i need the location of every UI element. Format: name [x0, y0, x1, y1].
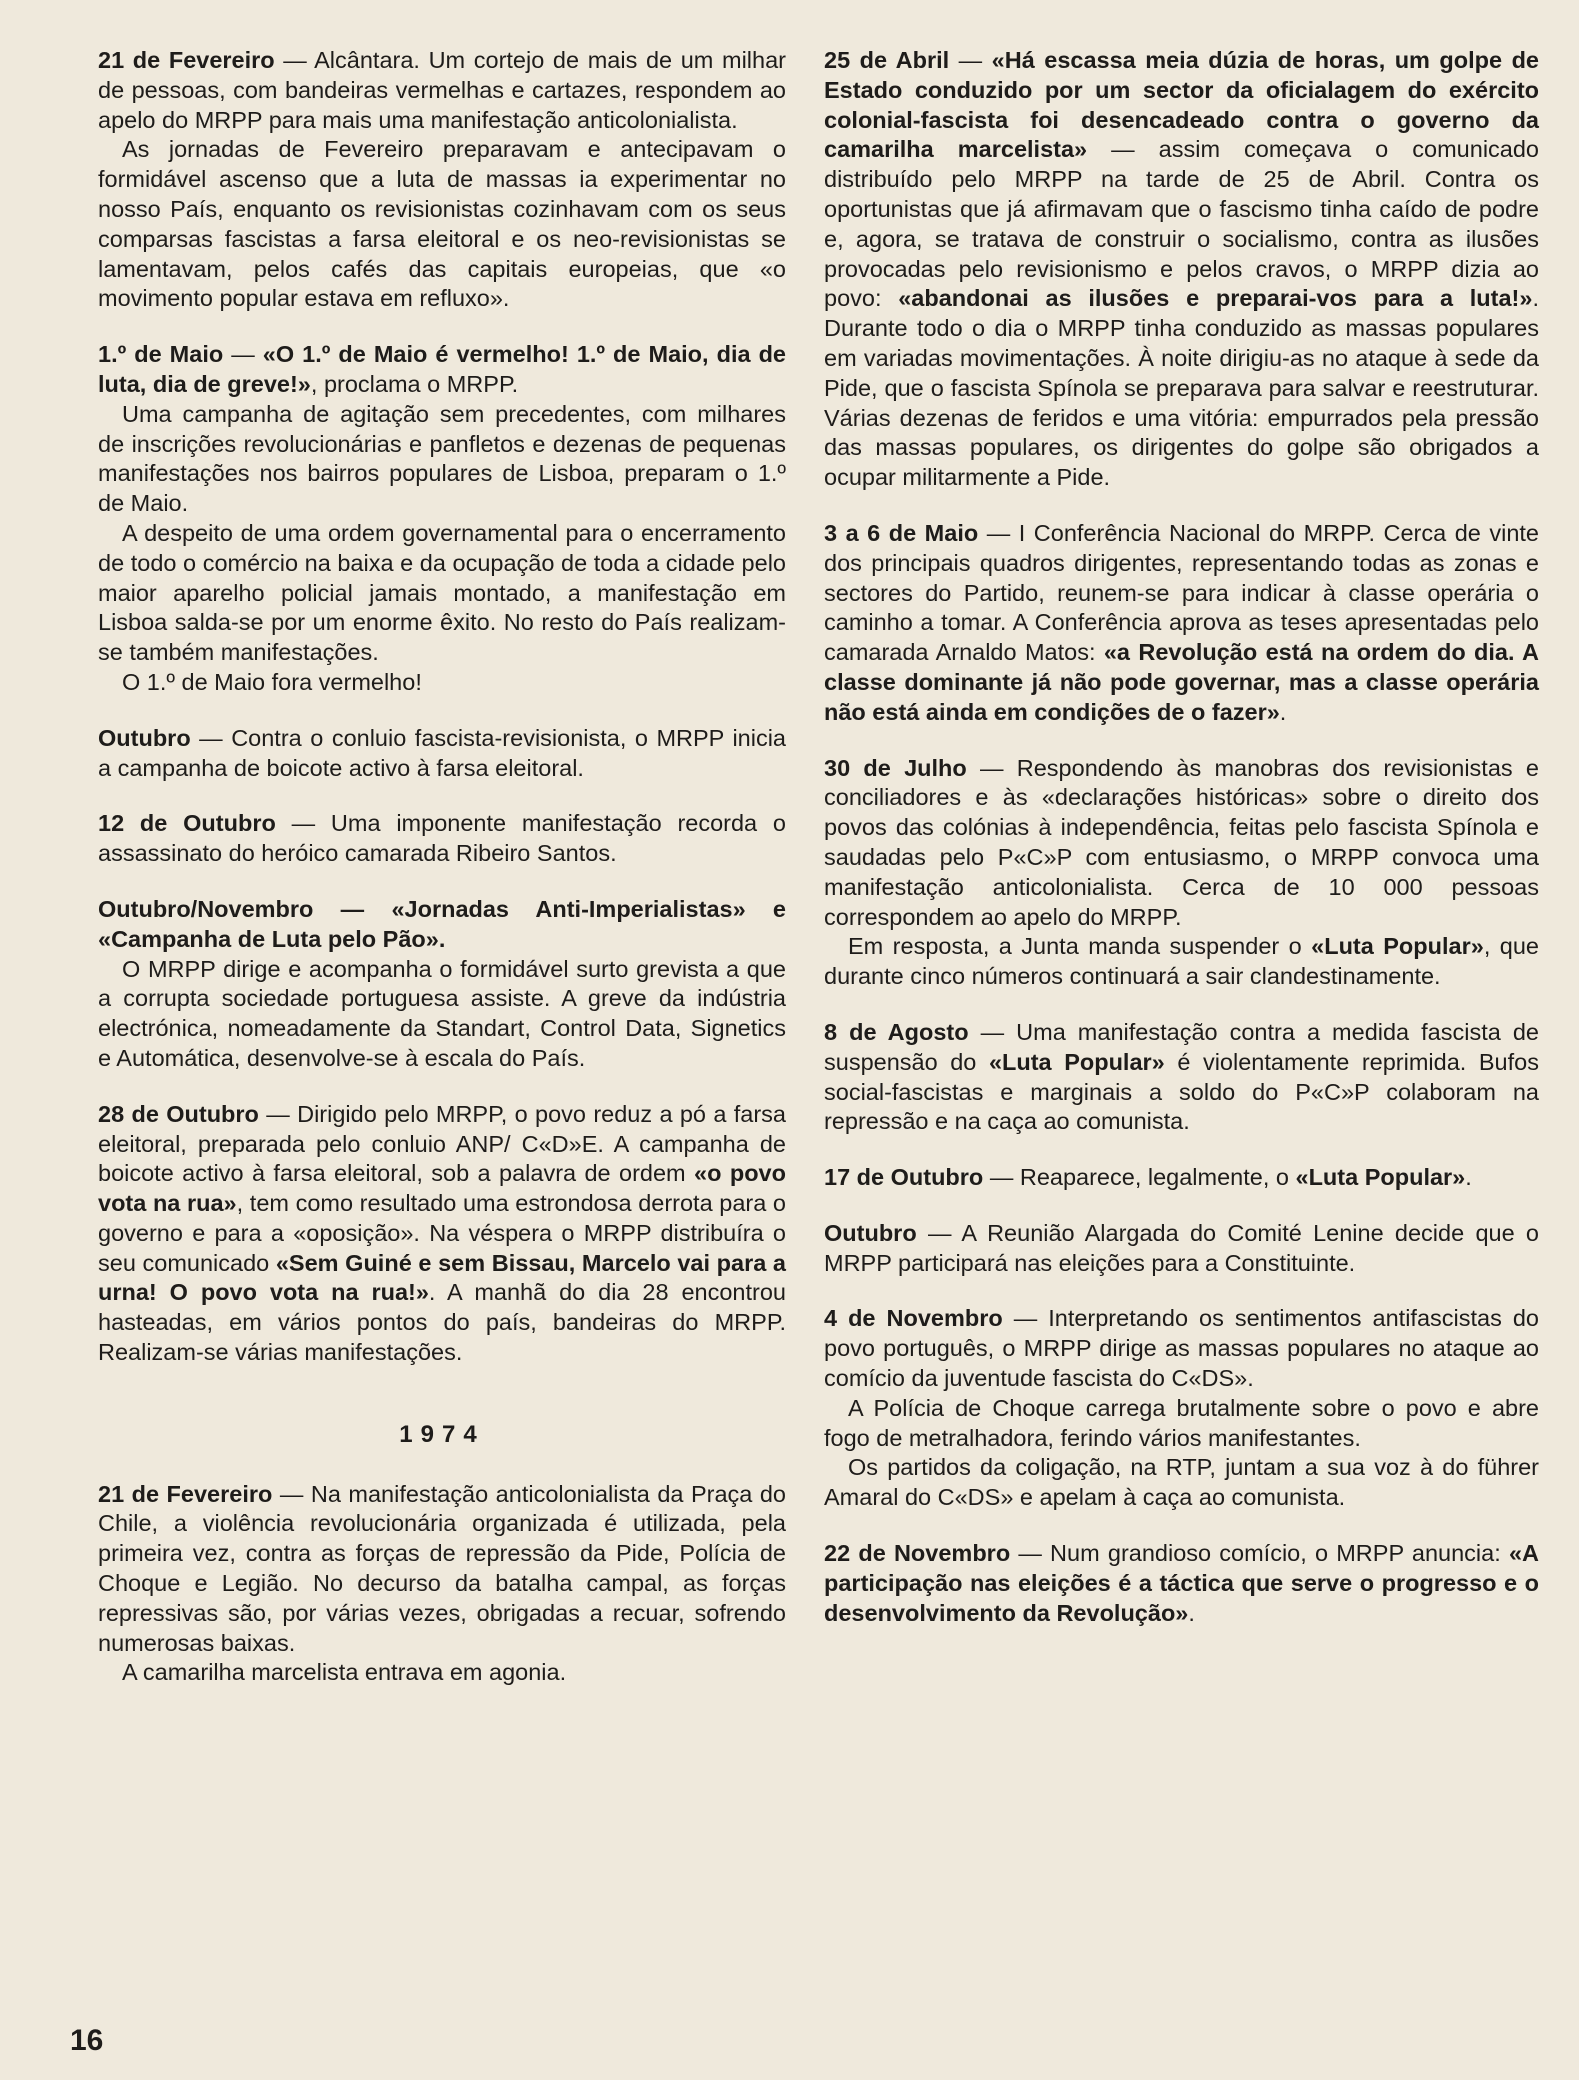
- body-text: A despeito de uma ordem governamental para o encerramento de todo o comércio na baixa e da ocupação de toda a cidade pelo maior aparelho policial jamais montado, a manifestação em Lisboa salda-se por um enorme êxito. No resto do País realizam-se também manifestações.: [98, 519, 786, 666]
- bold-text: 28 de Outubro: [98, 1100, 259, 1127]
- entry-paragraph: [98, 46, 786, 135]
- body-text: A camarilha marcelista entrava em agonia.: [122, 1659, 567, 1686]
- body-text: — Reaparece, legalmente, o: [983, 1164, 1296, 1191]
- body-text: — Alcântara. Um cortejo de mais de um milhar de pessoas, com bandeiras vermelhas e cartazes, respondem ao apelo do MRPP para mais uma manifestação anticolonialista.: [98, 47, 786, 133]
- entry-paragraph: [824, 1453, 1539, 1513]
- bold-text: «Luta Popular»: [1295, 1164, 1466, 1191]
- body-text: , proclama o MRPP.: [310, 370, 519, 397]
- body-text: .: [1279, 698, 1287, 725]
- body-text: — Dirigido pelo MRPP, o povo reduz a pó a farsa eleitoral, preparada pelo conluio ANP/ C«D»E. A campanha de boicote activo à farsa eleitoral, sob a palavra de ordem: [98, 1100, 786, 1187]
- body-text: . A manhã do dia 28 encontrou hasteadas, em vários pontos do país, bandeiras do MRPP. Realizam-se várias manifestações.: [98, 1279, 786, 1366]
- bold-text: «Sem Guiné e sem Bissau, Marcelo vai para a urna! O povo vota na rua!»: [98, 1249, 786, 1306]
- bold-text: 25 de Abril: [824, 47, 950, 73]
- entry-paragraph: [824, 1304, 1539, 1393]
- body-text: O MRPP dirige e acompanha o formidável surto grevista a que a corrupta sociedade portuguesa assiste. A greve da indústria electrónica, nomeadamente da Standart, Control Data, Signetics e Automática, desenvolve-se à escala do País.: [98, 955, 786, 1071]
- left-column: [98, 46, 786, 1714]
- body-text: — Contra o conluio fascista-revisionista, o MRPP inicia a campanha de boicote activo à farsa eleitoral.: [98, 724, 786, 781]
- body-text: — I Conferência Nacional do MRPP. Cerca de vinte dos principais quadros dirigentes, representando todas as zonas e sectores do Partido, reunem-se para indicar à classe operária o caminho a tomar. A Conferência aprova as teses apresentadas pelo camarada Arnaldo Matos:: [824, 519, 1540, 666]
- left-entries-before-year: [98, 46, 786, 1368]
- entry-paragraph: [824, 932, 1539, 992]
- chronology-entry: [98, 1100, 786, 1368]
- chronology-entry: [824, 519, 1539, 728]
- entry-paragraph: [98, 724, 786, 784]
- bold-text: Outubro/Novembro — «Jornadas Anti-Imperialistas» e «Campanha de Luta pelo Pão».: [98, 895, 786, 952]
- year-heading: 1974: [399, 1420, 485, 1448]
- body-text: Em resposta, a Junta manda suspender o: [848, 933, 1312, 960]
- entry-paragraph: [824, 46, 1539, 493]
- chronology-entry: [824, 754, 1539, 992]
- entry-paragraph: [98, 135, 786, 314]
- entry-paragraph: [98, 668, 786, 698]
- bold-text: 12 de Outubro: [98, 810, 276, 837]
- chronology-entry: [98, 724, 786, 784]
- bold-text: 1.º de Maio: [98, 341, 224, 368]
- bold-text: 21 de Fevereiro: [98, 1480, 273, 1507]
- bold-text: «abandonai as ilusões e preparai-vos para a luta!»: [898, 285, 1533, 312]
- body-text: Os partidos da coligação, na RTP, juntam a sua voz à do führer Amaral do C«DS» e apelam à caça ao comunista.: [824, 1454, 1539, 1511]
- entry-paragraph: [824, 519, 1539, 728]
- chronology-entry: [824, 1219, 1539, 1279]
- body-text: — assim começava o comunicado distribuído pelo MRPP na tarde de 25 de Abril. Contra os oportunistas que já afirmavam que o fascismo tinha caído de podre e, agora, se tratava de construir o socialismo, contra as ilusões provocadas pelo revisionismo e pelos cravos, o MRPP dizia ao povo:: [824, 136, 1539, 312]
- bold-text: «o povo vota na rua»: [98, 1160, 786, 1217]
- entry-paragraph: [824, 1219, 1539, 1279]
- bold-text: 4 de Novembro: [824, 1305, 1003, 1332]
- entry-paragraph: [824, 754, 1539, 933]
- right-column: [824, 46, 1539, 1654]
- body-text: Uma campanha de agitação sem precedentes, com milhares de inscrições revolucionárias e panfletos e dezenas de pequenas manifestações nos bairros populares de Lisboa, preparam o 1.º de Maio.: [98, 400, 786, 517]
- left-entries-after-year: [98, 1480, 786, 1689]
- entry-paragraph: [98, 895, 786, 955]
- bold-text: 3 a 6 de Maio: [824, 519, 979, 546]
- body-text: — Respondendo às manobras dos revisionistas e conciliadores e às «declarações históricas» sobre o direito dos povos das colónias à independência, feitas pelo fascista Spínola e saudadas pelo P«C»P com entusiasmo, o MRPP convoca uma manifestação anticolonialista. Cerca de 10 000 pessoas correspondem ao apelo do MRPP.: [824, 754, 1539, 930]
- entry-paragraph: [824, 1394, 1539, 1454]
- entry-paragraph: [824, 1539, 1539, 1628]
- body-text: — A Reunião Alargada do Comité Lenine decide que o MRPP participará nas eleições para a Constituinte.: [824, 1219, 1539, 1276]
- chronology-entry: [824, 46, 1539, 493]
- body-text: —: [223, 341, 263, 368]
- body-text: —: [949, 47, 992, 73]
- bold-text: «A participação nas eleições é a táctica que serve o progresso e o desenvolvimento da Revolução»: [824, 1540, 1539, 1626]
- bold-text: «Há escassa meia dúzia de horas, um golpe de Estado conduzido por um sector da oficialagem do exército colonial-fascista foi desencadeado contra o governo da camarilha marcelista»: [824, 47, 1539, 163]
- chronology-entry: [98, 809, 786, 869]
- chronology-entry: [824, 1018, 1539, 1137]
- body-text: é violentamente reprimida. Bufos social-fascistas e marginais a soldo do P«C»P colaboram na repressão e na caça ao comunista.: [824, 1048, 1539, 1135]
- right-entries: [824, 46, 1539, 1628]
- entry-paragraph: [98, 1480, 786, 1659]
- bold-text: Outubro: [98, 724, 191, 751]
- chronology-entry: [98, 1480, 786, 1689]
- body-text: , tem como resultado uma estrondosa derrota para o governo e para a «oposição». Na véspera o MRPP distribuíra o seu comunicado: [98, 1190, 787, 1276]
- entry-paragraph: [98, 519, 786, 668]
- body-text: . Durante todo o dia o MRPP tinha conduzido as massas populares em variadas movimentações. À noite dirigiu-as no ataque à sede da Pide, que o fascista Spínola se preparava para salvar e reestruturar. Várias dezenas de feridos e uma vitória: empurrados pela pressão das massas populares, os dirigentes do golpe são obrigados a ocupar militarmente a Pide.: [824, 285, 1539, 491]
- bold-text: «Luta Popular»: [1311, 933, 1484, 960]
- entry-paragraph: [98, 340, 786, 400]
- chronology-entry: [98, 340, 786, 698]
- chronology-entry: [824, 1163, 1539, 1193]
- bold-text: «a Revolução está na ordem do dia. A classe dominante já não pode governar, mas a classe operária não está ainda em condições de o fazer»: [824, 639, 1539, 725]
- entry-paragraph: [98, 1100, 786, 1368]
- body-text: A Polícia de Choque carrega brutalmente sobre o povo e abre fogo de metralhadora, ferindo vários manifestantes.: [824, 1394, 1539, 1451]
- entry-paragraph: [824, 1163, 1539, 1193]
- entry-paragraph: [98, 1658, 786, 1688]
- body-text: — Uma imponente manifestação recorda o assassinato do heróico camarada Ribeiro Santos.: [98, 810, 786, 867]
- body-text: — Interpretando os sentimentos antifascistas do povo português, o MRPP dirige as massas populares no ataque ao comício da juventude fascista do C«DS».: [824, 1305, 1539, 1392]
- body-text: .: [1188, 1599, 1195, 1626]
- entry-paragraph: [98, 955, 786, 1074]
- body-text: — Na manifestação anticolonialista da Praça do Chile, a violência revolucionária organizada é utilizada, pela primeira vez, contra as forças de repressão da Pide, Polícia de Choque e Legião. No decurso da batalha campal, as forças repressivas são, por várias vezes, obrigadas a recuar, sofrendo numerosas baixas.: [98, 1480, 786, 1656]
- entry-paragraph: [98, 809, 786, 869]
- bold-text: 21 de Fevereiro: [98, 47, 275, 73]
- body-text: As jornadas de Fevereiro preparavam e antecipavam o formidável ascenso que a luta de massas ia experimentar no nosso País, enquanto os revisionistas cozinhavam com os seus comparsas fascistas a farsa eleitoral e os neo-revisionistas se lamentavam, pelos cafés das capitais europeias, que «o movimento popular estava em refluxo».: [98, 136, 786, 312]
- body-text: O 1.º de Maio fora vermelho!: [122, 668, 422, 695]
- bold-text: 22 de Novembro: [824, 1540, 1011, 1567]
- bold-text: «O 1.º de Maio é vermelho! 1.º de Maio, dia de luta, dia de greve!»: [98, 341, 787, 397]
- body-text: — Num grandioso comício, o MRPP anuncia:: [1010, 1540, 1509, 1567]
- chronology-entry: [98, 895, 786, 1074]
- bold-text: 8 de Agosto: [824, 1018, 969, 1045]
- body-text: — Uma manifestação contra a medida fascista de suspensão do: [824, 1018, 1539, 1075]
- page-number: 16: [70, 2024, 104, 2057]
- bold-text: «Luta Popular»: [988, 1048, 1165, 1075]
- entry-paragraph: [824, 1018, 1539, 1137]
- body-text: , que durante cinco números continuará a sair clandestinamente.: [824, 933, 1539, 990]
- entry-paragraph: [98, 400, 786, 519]
- chronology-entry: [98, 46, 786, 314]
- chronology-entry: [824, 1304, 1539, 1513]
- bold-text: 30 de Julho: [824, 754, 967, 781]
- body-text: .: [1465, 1164, 1472, 1191]
- bold-text: 17 de Outubro: [824, 1164, 984, 1191]
- chronology-entry: [824, 1539, 1539, 1628]
- bold-text: Outubro: [824, 1219, 917, 1246]
